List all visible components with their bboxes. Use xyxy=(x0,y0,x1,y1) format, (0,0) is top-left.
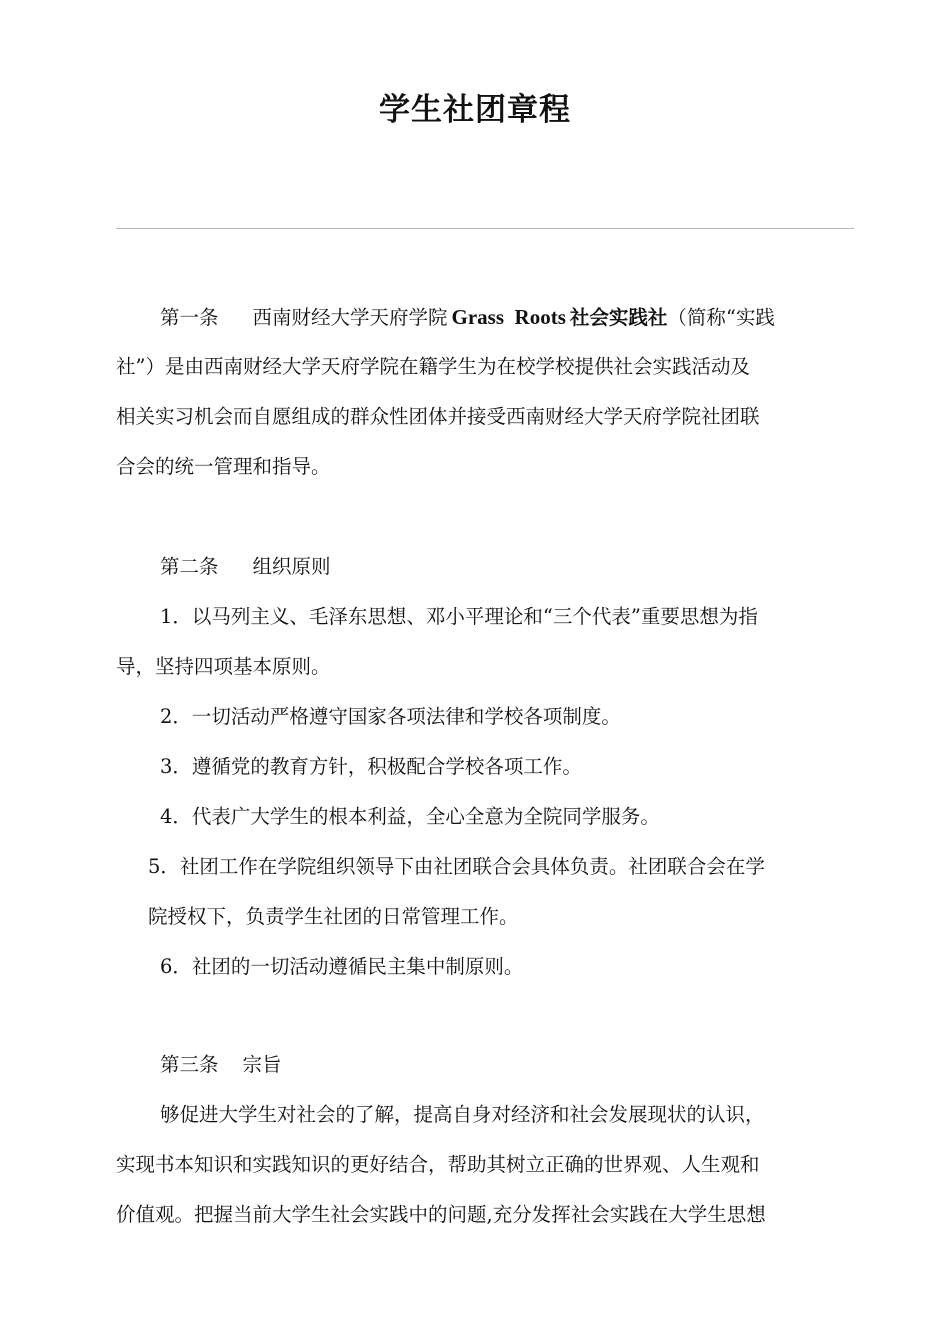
article1-bold-cjk: 社会实践社 xyxy=(569,306,668,329)
document-title: 学生社团章程 xyxy=(379,92,571,128)
article2-item: 6．社团的一切活动遵循民主集中制原则。 xyxy=(160,955,524,978)
article2-item: 导，坚持四项基本原则。 xyxy=(116,655,331,678)
article2-item: 2．一切活动严格遵守国家各项法律和学校各项制度。 xyxy=(160,705,621,728)
article1-bold-latin: Grass Roots xyxy=(451,305,566,329)
header-divider xyxy=(116,228,854,229)
article1-text-post: （简称“实践 xyxy=(667,306,775,329)
article2-item: 1．以马列主义、毛泽东思想、邓小平理论和“三个代表”重要思想为指 xyxy=(160,605,758,628)
article3-heading: 第三条 xyxy=(160,1053,219,1076)
article2-subtitle: 组织原则 xyxy=(252,555,331,578)
article2-heading-line xyxy=(160,542,331,592)
article3-subtitle: 宗旨 xyxy=(242,1053,282,1076)
article2-item: 4．代表广大学生的根本利益，全心全意为全院同学服务。 xyxy=(160,805,660,828)
article1-line1 xyxy=(160,292,775,342)
article1-line3: 相关实习机会而自愿组成的群众性团体并接受西南财经大学天府学院社团联 xyxy=(116,405,760,428)
article1-line4: 合会的统一管理和指导。 xyxy=(116,455,331,478)
article2-item: 院授权下，负责学生社团的日常管理工作。 xyxy=(148,905,519,928)
article3-line: 够促进大学生对社会的了解，提高自身对经济和社会发展现状的认识， xyxy=(160,1103,765,1126)
article2-item: 5．社团工作在学院组织领导下由社团联合会具体负责。社团联合会在学 xyxy=(148,855,765,878)
article2-item: 3．遵循党的教育方针，积极配合学校各项工作。 xyxy=(160,755,582,778)
article3-line: 实现书本知识和实践知识的更好结合，帮助其树立正确的世界观、人生观和 xyxy=(116,1153,760,1176)
article3-line: 价值观。把握当前大学生社会实践中的问题,充分发挥社会实践在大学生思想 xyxy=(116,1203,766,1226)
article3-heading-line xyxy=(160,1040,282,1090)
article1-heading: 第一条 xyxy=(160,306,219,329)
article2-heading: 第二条 xyxy=(160,555,219,578)
article1-line2: 社”）是由西南财经大学天府学院在籍学生为在校学校提供社会实践活动及 xyxy=(116,355,750,378)
article1-text-pre: 西南财经大学天府学院 xyxy=(252,306,448,329)
